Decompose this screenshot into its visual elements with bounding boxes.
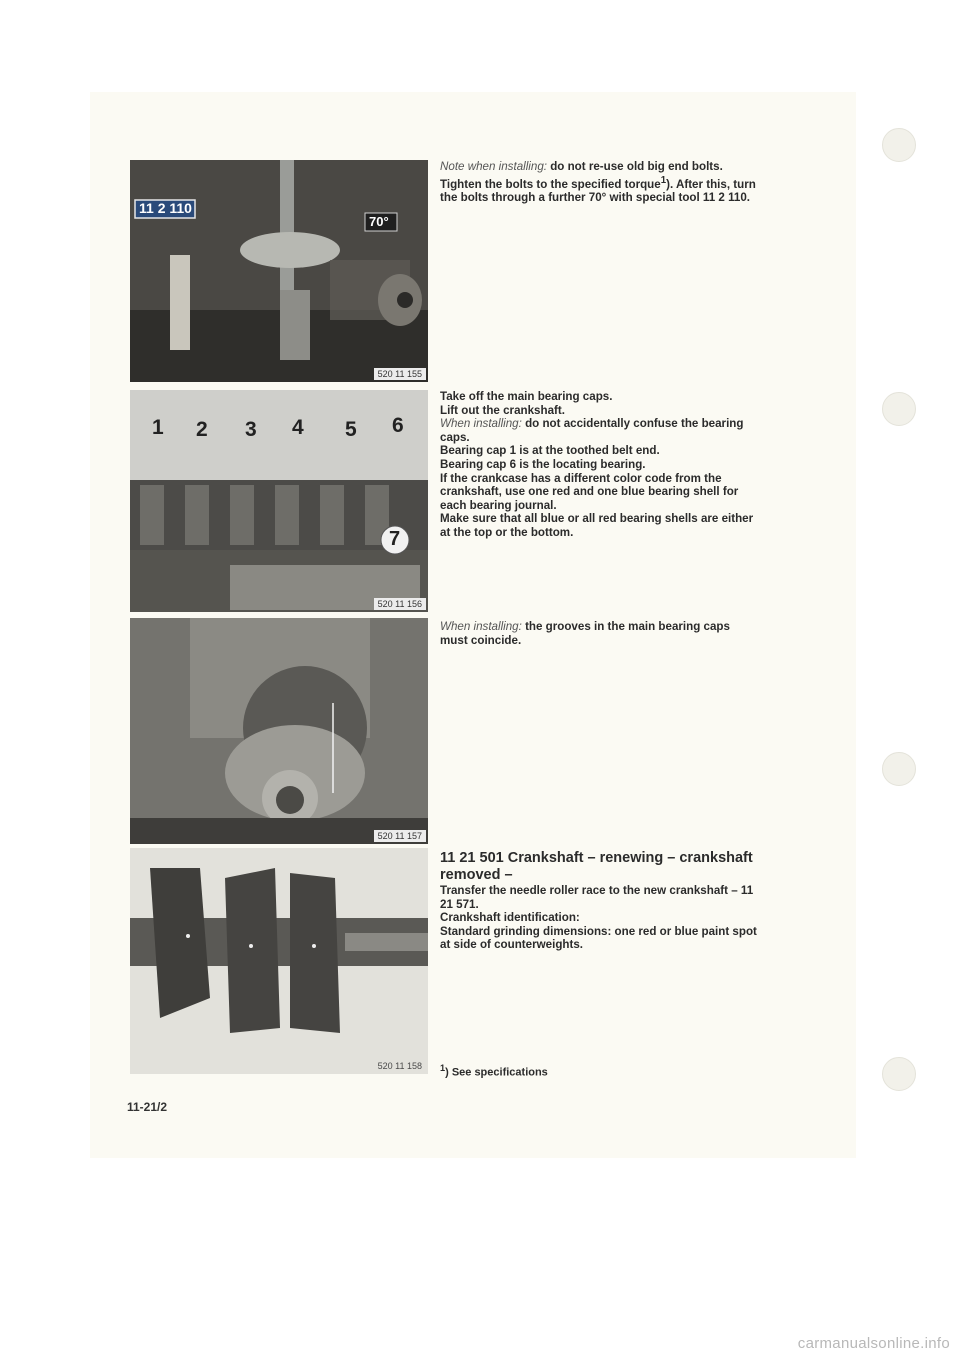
instruction-line: Make sure that all blue or all red bearing shells are either at the top or the bottom. [440,512,754,539]
instruction-line: Standard grinding dimensions: one red or blue paint spot at side of counterweights. [440,924,757,952]
instruction-line: Bearing cap 1 is at the toothed belt end. [440,444,660,458]
callout-cap-3: 3 [245,418,257,441]
photo-main-bearing-caps [130,390,428,612]
instruction-line: Crankshaft identification: [440,911,580,925]
instruction-line: Transfer the needle roller race to the new crankshaft – 11 21 571. [440,884,754,911]
photo-ref-number: 520 11 157 [374,830,426,842]
watermark: carmanualsonline.info [797,1335,950,1352]
photo-main-bearing-caps-image [130,390,428,612]
photo-ref-number: 520 11 158 [377,1061,422,1071]
grooves-paragraph [440,620,760,647]
footnote-marker: 1 [440,1063,446,1073]
callout-tool-number: 11 2 110 [139,200,192,216]
callout-cap-2: 2 [196,418,208,441]
manual-page [90,92,856,1158]
text-block-crankshaft-renewing [440,850,760,952]
text-block-big-end-bolts [440,160,760,205]
punch-hole [882,392,916,426]
photo-ref-number: 520 11 156 [374,598,426,610]
instruction-line: Take off the main bearing caps. [440,390,613,403]
footnote [440,1062,760,1080]
instruction-line [440,417,760,444]
punch-hole [882,752,916,786]
photo-ref-number: 520 11 155 [374,368,426,380]
big-end-bolts-text: do not re-use old big end bolts. Tighten the bolts to the specified torque [440,160,723,191]
big-end-bolts-paragraph [440,160,760,205]
photo-bearing-cap-grooves [130,618,428,844]
punch-hole [882,1057,916,1091]
callout-part-7: 7 [389,528,401,550]
photo-bearing-cap-grooves-image [130,618,428,844]
photo-crankshaft [130,848,428,1074]
page-number: 11-21/2 [127,1100,168,1114]
text-block-grooves [440,620,760,647]
instruction-line: Lift out the crankshaft. [440,403,565,417]
big-end-bolts-text-2: ). After this, turn the bolts through a further 70° with special tool 11 2 110. [440,177,756,205]
footnote-line [440,1062,760,1080]
installing-note-label: When installing: [440,620,522,633]
callout-cap-4: 4 [292,416,304,439]
grooves-text: the grooves in the main bearing caps must coincide. [440,620,730,647]
installing-note-label: When installing: [440,417,522,431]
footnote-marker: 1 [660,174,667,186]
callout-cap-5: 5 [345,418,357,441]
callout-cap-1: 1 [152,416,164,439]
footnote-text: ) See specifications [445,1066,548,1079]
section-heading: 11 21 501 Crankshaft – renewing – crankshaft removed – [440,850,753,883]
photo-crankshaft-image [130,848,428,1074]
punch-hole [882,128,916,162]
text-block-main-bearings [440,390,760,540]
instruction-text: do not accidentally confuse the bearing caps. [440,417,744,444]
installing-note-label: Note when installing: [440,160,547,173]
instruction-line: Bearing cap 6 is the locating bearing. [440,457,646,471]
photo-torque-angle-tool-image [130,160,428,382]
callout-angle: 70° [369,214,389,229]
instruction-line: If the crankcase has a different color code from the crankshaft, use one red and one blue bearing shell for each bearing journal. [440,471,739,512]
photo-torque-angle-tool [130,160,428,382]
callout-cap-6: 6 [392,414,404,437]
